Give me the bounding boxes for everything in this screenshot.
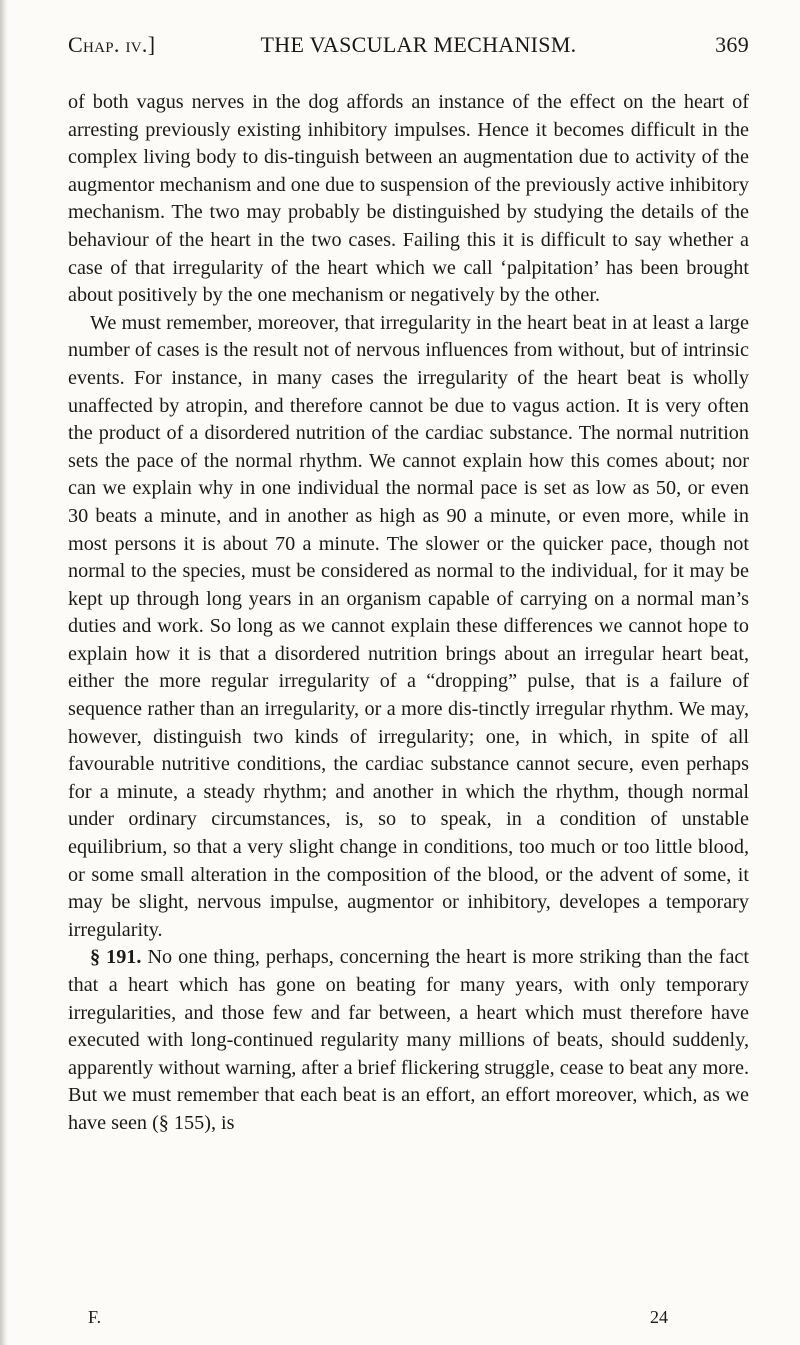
running-head — [68, 32, 749, 62]
paragraph-3-text: No one thing, perhaps, concerning the heart is more striking than the fact that a heart which has gone on beating for many years, with only temporary irregularities, and those few and far between, a heart which must therefore have executed with long-continued regularity many millions of beats, should suddenly, apparently without warning, after a brief flickering struggle, cease to beat any more. But we must remember that each beat is an effort, an effort moreover, which, as we have seen (§ 155), is — [68, 946, 749, 1134]
chapter-title: THE VASCULAR MECHANISM. — [260, 32, 577, 57]
paragraph-2-text: We must remember, moreover, that irregularity in the heart beat in at least a large number of cases is the result not of nervous influences from without, but of intrinsic events. For instance, in many cases the irregularity of the heart beat is wholly unaffected by atropin, and therefore cannot be due to vagus action. It is very often the product of a disordered nutrition of the cardiac substance. The normal nutrition sets the pace of the normal rhythm. We cannot explain how this comes about; nor can we explain why in one individual the normal pace is set as low as 50, or even 30 beats a minute, and in another as high as 90 a minute, or even more, while in most persons it is about 70 a minute. The slower or the quicker pace, though not normal to the species, must be considered as normal to the individual, for it may be kept up through long years in an organism capable of carrying on a normal man’s duties and work. So long as we cannot explain these differences we cannot hope to explain how it is that a disordered nutrition brings about an irregular heart beat, either the more regular irregularity of a “dropping” pulse, that is a failure of sequence rather than an irregularity, or a more dis-tinctly irregular rhythm. We may, however, distinguish two kinds of irregularity; one, in which, in spite of all favourable nutritive conditions, the cardiac substance cannot secure, even perhaps for a minute, a steady rhythm; and another in which the rhythm, though normal under ordinary circumstances, is, so to speak, in a condition of unstable equilibrium, so that a very slight change in conditions, too much or too little blood, or some small alteration in the composition of the blood, or the advent of some, it may be slight, nervous impulse, augmentor or inhibitory, developes a temporary irregularity. — [68, 311, 749, 941]
page-gutter-shadow — [0, 0, 8, 1345]
paragraph-2 — [68, 310, 749, 945]
page-number: 369 — [715, 32, 749, 57]
body-text — [68, 89, 749, 1138]
signature-mark: F. — [88, 1307, 102, 1327]
paragraph-3 — [68, 944, 749, 1137]
paragraph-1 — [68, 89, 749, 310]
page-footer — [88, 1307, 668, 1333]
paragraph-1-text: of both vagus nerves in the dog affords an instance of the effect on the heart of arresting previously existing inhibitory impulses. Hence it becomes difficult in the complex living body to dis-tinguish between an augmentation due to activity of the augmentor mechanism and one due to suspension of the previously active inhibitory mechanism. The two may probably be distinguished by studying the details of the behaviour of the heart in the two cases. Failing this it is difficult to say whether a case of that irregularity of the heart which we call ‘palpitation’ has been brought about positively by the one mechanism or negatively by the other. — [68, 91, 749, 307]
gathering-number: 24 — [650, 1307, 668, 1327]
chapter-label: Chap. iv.] — [68, 32, 156, 57]
section-number: § 191. — [90, 946, 142, 969]
